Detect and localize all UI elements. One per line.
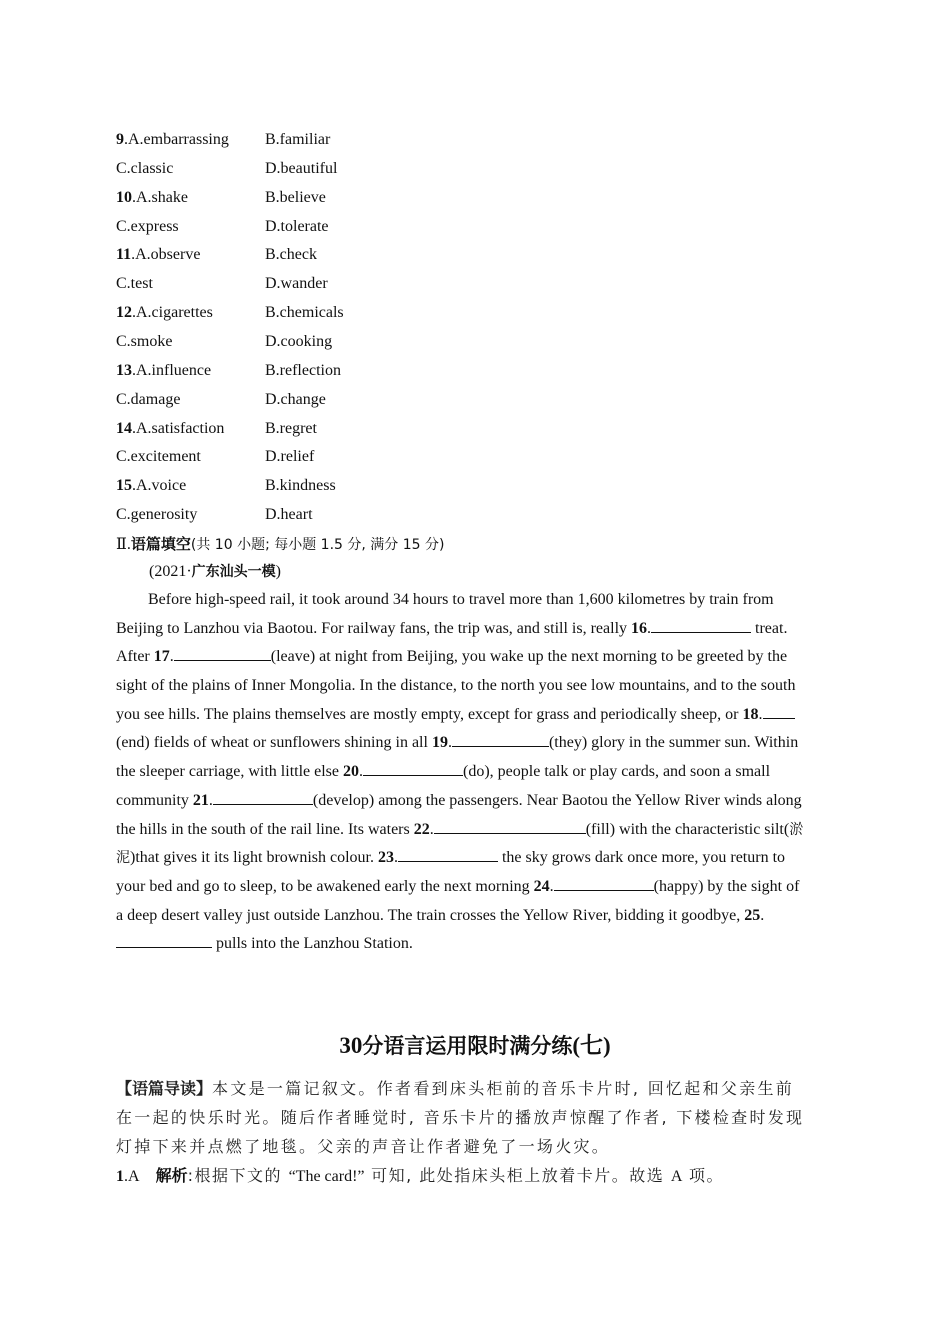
option-row bbox=[116, 213, 716, 241]
option-a-text: .A.observe bbox=[131, 246, 201, 264]
source-place: 广东汕头一模 bbox=[191, 564, 276, 580]
guide-text: 在一起的快乐时光。随后作者睡觉时, 音乐卡片的播放声惊醒了作者, 下楼检查时发现 bbox=[116, 1108, 805, 1127]
answer-label: 解析 bbox=[155, 1166, 188, 1185]
option-row bbox=[116, 328, 716, 356]
passage-line: you see hills. The plains themselves are mostly empty, except for grass and periodically sheep, or 18. bbox=[116, 701, 834, 730]
question-number: 13 bbox=[116, 361, 132, 379]
option-a-text: .A.shake bbox=[132, 188, 188, 206]
reading-guide bbox=[116, 1074, 836, 1161]
answer-blank-18[interactable] bbox=[763, 703, 795, 719]
blank-number: 21 bbox=[192, 791, 209, 809]
option-b[interactable]: B.chemicals bbox=[265, 304, 344, 322]
option-a-text: .A.cigarettes bbox=[132, 304, 213, 322]
option-a[interactable] bbox=[116, 126, 229, 154]
passage-text: a deep desert valley just outside Lanzhou. The train crosses the Yellow River, bidding it goodbye, bbox=[116, 906, 745, 924]
option-a-text: .A.embarrassing bbox=[124, 131, 229, 148]
guide-line bbox=[116, 1103, 836, 1132]
section-heading bbox=[116, 530, 444, 559]
question-number: 9 bbox=[116, 131, 124, 148]
option-row bbox=[116, 241, 716, 269]
title-number: 30 bbox=[339, 1033, 363, 1058]
guide-label: 【语篇导读】 bbox=[116, 1079, 213, 1098]
option-c[interactable]: C.excitement bbox=[116, 448, 201, 466]
source-close: ) bbox=[275, 563, 281, 580]
passage-line: a deep desert valley just outside Lanzhou. The train crosses the Yellow River, bidding it goodbye, 25. bbox=[116, 906, 765, 924]
title-suffix: (七) bbox=[572, 1033, 611, 1058]
answer-blank-23[interactable] bbox=[398, 846, 498, 862]
passage-text: (end) fields of wheat or sunflowers shining in all bbox=[116, 734, 432, 752]
passage-text: (they) glory in the summer sun. Within bbox=[548, 734, 799, 752]
option-c[interactable]: C.smoke bbox=[116, 332, 173, 350]
passage-line: Beijing to Lanzhou via Baotou. For railway fans, the trip was, and still is, really 16. treat. bbox=[116, 615, 834, 644]
passage-line: After 17. (leave) at night from Beijing, you wake up the next morning to be greeted by the bbox=[116, 643, 834, 672]
option-d[interactable]: D.cooking bbox=[265, 332, 333, 350]
blank-number: 16 bbox=[631, 619, 648, 637]
exercise-title bbox=[0, 1028, 950, 1064]
answer-blank-25[interactable] bbox=[116, 932, 212, 948]
answer-explanation bbox=[116, 1161, 724, 1192]
answer-quote: “The card!” bbox=[288, 1168, 365, 1185]
answer-blank-20[interactable] bbox=[363, 760, 463, 776]
option-row bbox=[116, 472, 716, 500]
option-row bbox=[116, 443, 716, 471]
passage-text: the sky grows dark once more, you return to bbox=[497, 849, 786, 867]
passage-line: community 21. (develop) among the passengers. Near Baotou the Yellow River winds along bbox=[116, 787, 834, 816]
blank-number: 18 bbox=[742, 705, 759, 723]
blank-number: 25 bbox=[744, 906, 761, 924]
blank-number: 20 bbox=[343, 763, 360, 781]
passage-text: sight of the plains of Inner Mongolia. In the distance, to the north you see low mountains, and to the south bbox=[116, 677, 796, 695]
option-a-text: .A.influence bbox=[132, 361, 212, 379]
passage-line: 泥)that gives it its light brownish colour. 23. the sky grows dark once more, you return to bbox=[116, 844, 834, 873]
passage-text: (do), people talk or play cards, and soon a small bbox=[463, 763, 771, 781]
blank-number: 24 bbox=[533, 877, 550, 895]
option-row bbox=[116, 299, 716, 327]
option-a-text: .A.satisfaction bbox=[132, 419, 225, 437]
passage-text: (leave) at night from Beijing, you wake up the next morning to be greeted by the bbox=[270, 648, 788, 666]
passage-line bbox=[116, 586, 834, 615]
question-number: 10 bbox=[116, 188, 132, 206]
passage-line: the hills in the south of the rail line. Its waters 22. (fill) with the characteristic silt(淤 bbox=[116, 816, 834, 845]
question-number: 12 bbox=[116, 304, 132, 322]
passage-text: After bbox=[116, 648, 154, 666]
guide-text: 本文是一篇记叙文。作者看到床头柜前的音乐卡片时, 回忆起和父亲生前 bbox=[212, 1079, 795, 1098]
passage-text: treat. bbox=[751, 619, 788, 637]
option-b[interactable]: B.check bbox=[265, 246, 317, 264]
guide-line bbox=[116, 1074, 836, 1103]
option-d[interactable]: D.tolerate bbox=[265, 217, 329, 235]
answer-blank-21[interactable] bbox=[213, 789, 313, 805]
question-number: 11 bbox=[116, 246, 132, 264]
answer-blank-16[interactable] bbox=[651, 617, 751, 633]
source-year: (2021· bbox=[149, 563, 192, 580]
title-text: 分语言运用限时满分练 bbox=[362, 1034, 573, 1058]
answer-letter: .A bbox=[124, 1168, 140, 1185]
option-d[interactable]: D.beautiful bbox=[265, 159, 338, 177]
passage-text: 泥 bbox=[116, 850, 130, 867]
passage-line bbox=[116, 672, 834, 701]
passage-line: (end) fields of wheat or sunflowers shining in all 19. (they) glory in the summer sun. Within bbox=[116, 729, 834, 758]
option-row bbox=[116, 501, 716, 529]
option-b[interactable]: B.reflection bbox=[265, 361, 341, 379]
passage-text: Before high-speed rail, it took around 34 hours to travel more than 1,600 kilometres by train from bbox=[148, 591, 774, 608]
question-number: 14 bbox=[116, 419, 132, 437]
option-b[interactable]: B.regret bbox=[265, 419, 317, 437]
passage-text: 淤 bbox=[789, 821, 804, 838]
answer-text: :根据下文的 bbox=[187, 1166, 289, 1185]
option-d[interactable]: D.wander bbox=[265, 275, 328, 293]
answer-blank-24[interactable] bbox=[554, 875, 654, 891]
passage-text: the sleeper carriage, with little else bbox=[116, 763, 344, 781]
guide-line bbox=[116, 1132, 836, 1161]
blank-number: 22 bbox=[413, 820, 430, 838]
option-a[interactable] bbox=[116, 472, 186, 500]
passage-line: your bed and go to sleep, to be awakened early the next morning 24. (happy) by the sight of bbox=[116, 873, 834, 902]
passage-text: pulls into the Lanzhou Station. bbox=[212, 935, 413, 953]
passage-line bbox=[116, 930, 834, 959]
option-a[interactable] bbox=[116, 357, 211, 385]
option-row bbox=[116, 126, 716, 154]
section-roman: Ⅱ. bbox=[116, 536, 131, 553]
option-a[interactable] bbox=[116, 299, 213, 327]
guide-text: 灯掉下来并点燃了地毯。父亲的声音让作者避免了一场火灾。 bbox=[116, 1137, 611, 1156]
option-d[interactable]: D.relief bbox=[265, 448, 315, 466]
option-b[interactable]: B.familiar bbox=[265, 131, 331, 148]
passage-text: (happy) by the sight of bbox=[653, 877, 800, 895]
option-a[interactable] bbox=[116, 184, 188, 212]
passage-text: the hills in the south of the rail line. Its waters bbox=[116, 820, 414, 838]
option-a[interactable] bbox=[116, 415, 224, 443]
question-number: 15 bbox=[116, 477, 132, 495]
option-row bbox=[116, 386, 716, 414]
option-a-text: .A.voice bbox=[132, 477, 187, 495]
blank-number: 19 bbox=[431, 734, 448, 752]
cloze-passage bbox=[116, 586, 834, 959]
option-row bbox=[116, 270, 716, 298]
option-d[interactable]: D.change bbox=[265, 390, 326, 408]
answer-text: 可知, 此处指床头柜上放着卡片。故选 bbox=[364, 1166, 671, 1185]
blank-number: 17 bbox=[153, 648, 170, 666]
option-c[interactable]: C.classic bbox=[116, 159, 174, 177]
answer-blank-17[interactable] bbox=[174, 645, 271, 661]
answer-blank-22[interactable] bbox=[434, 818, 586, 834]
answer-number: 1 bbox=[116, 1168, 124, 1185]
option-d[interactable]: D.heart bbox=[265, 506, 313, 524]
passage-text: (fill) with the characteristic silt( bbox=[585, 820, 790, 838]
passage-text: you see hills. The plains themselves are mostly empty, except for grass and periodically sheep, or bbox=[116, 705, 743, 723]
option-b[interactable]: B.kindness bbox=[265, 477, 336, 495]
passage-text: )that gives it its light brownish colour. bbox=[130, 849, 378, 867]
answer-text: 项。 bbox=[682, 1166, 725, 1185]
section-note: (共 10 小题; 每小题 1.5 分, 满分 15 分) bbox=[190, 537, 445, 553]
passage-text: your bed and go to sleep, to be awakened early the next morning bbox=[116, 877, 534, 895]
passage-line: the sleeper carriage, with little else 20. (do), people talk or play cards, and soon a small bbox=[116, 758, 834, 787]
option-row bbox=[116, 184, 716, 212]
option-c[interactable]: C.generosity bbox=[116, 506, 198, 524]
option-c[interactable]: C.express bbox=[116, 217, 179, 235]
option-row bbox=[116, 415, 716, 443]
option-row bbox=[116, 357, 716, 385]
option-c[interactable]: C.damage bbox=[116, 390, 181, 408]
option-row bbox=[116, 155, 716, 183]
passage-text: community bbox=[116, 791, 193, 809]
passage-text: Beijing to Lanzhou via Baotou. For railway fans, the trip was, and still is, really bbox=[116, 619, 632, 637]
passage-text: (develop) among the passengers. Near Baotou the Yellow River winds along bbox=[312, 791, 802, 809]
source-line bbox=[149, 558, 281, 586]
section-title: 语篇填空 bbox=[130, 535, 191, 553]
answer-choice: A bbox=[670, 1168, 683, 1185]
blank-number: 23 bbox=[377, 849, 394, 867]
answer-blank-19[interactable] bbox=[452, 731, 549, 747]
option-b[interactable]: B.believe bbox=[265, 188, 326, 206]
option-a[interactable] bbox=[116, 241, 200, 269]
option-c[interactable]: C.test bbox=[116, 275, 153, 293]
